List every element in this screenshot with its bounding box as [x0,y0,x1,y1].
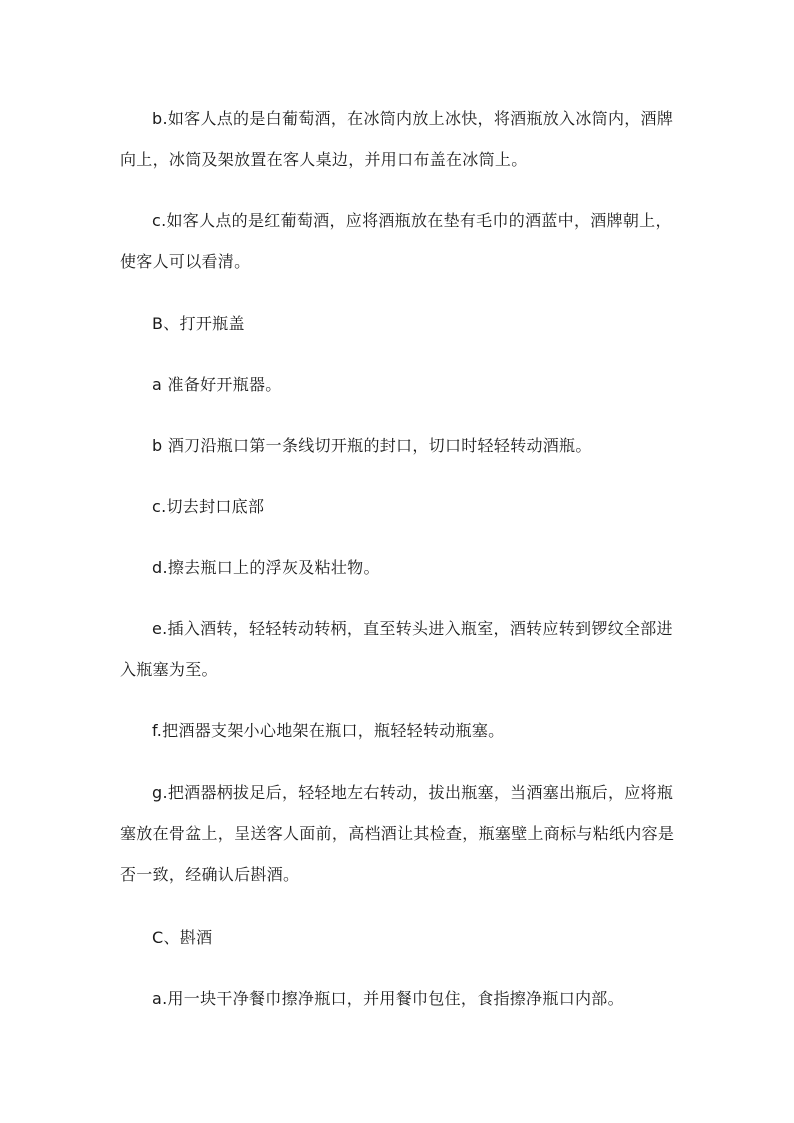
paragraph-white-wine: b.如客人点的是白葡萄酒，在冰筒内放上冰快，将酒瓶放入冰筒内，酒牌向上，冰筒及架放置在客人桌边，并用口布盖在冰筒上。 [120,109,674,169]
section-heading-pour-wine: C、斟酒 [152,928,213,947]
paragraph-step-g: g.把酒器柄拔足后，轻轻地左右转动，拔出瓶塞，当酒塞出瓶后，应将瓶塞放在骨盆上，呈送客人面前，高档酒让其检查，瓶塞壁上商标与粘纸内容是否一致，经确认后斟酒。 [120,783,675,884]
paragraph-pour-step-a: a.用一块干净餐巾擦净瓶口，并用餐巾包住，食指擦净瓶口内部。 [152,989,624,1008]
paragraph-step-b: b 酒刀沿瓶口第一条线切开瓶的封口，切口时轻轻转动酒瓶。 [152,436,592,455]
paragraph-step-a: a 准备好开瓶器。 [152,375,282,394]
paragraph-step-c: c.切去封口底部 [152,497,265,516]
paragraph-step-e: e.插入酒转，轻轻转动转柄，直至转头进入瓶室，酒转应转到锣纹全部进入瓶塞为至。 [120,619,673,679]
paragraph-step-f: f.把酒器支架小心地架在瓶口，瓶轻轻转动瓶塞。 [152,721,505,740]
paragraph-step-d: d.擦去瓶口上的浮灰及粘壮物。 [152,558,380,577]
section-heading-open-bottle: B、打开瓶盖 [152,314,245,333]
paragraph-red-wine: c.如客人点的是红葡萄酒，应将酒瓶放在垫有毛巾的酒蓝中，酒牌朝上，使客人可以看清。 [120,211,672,271]
